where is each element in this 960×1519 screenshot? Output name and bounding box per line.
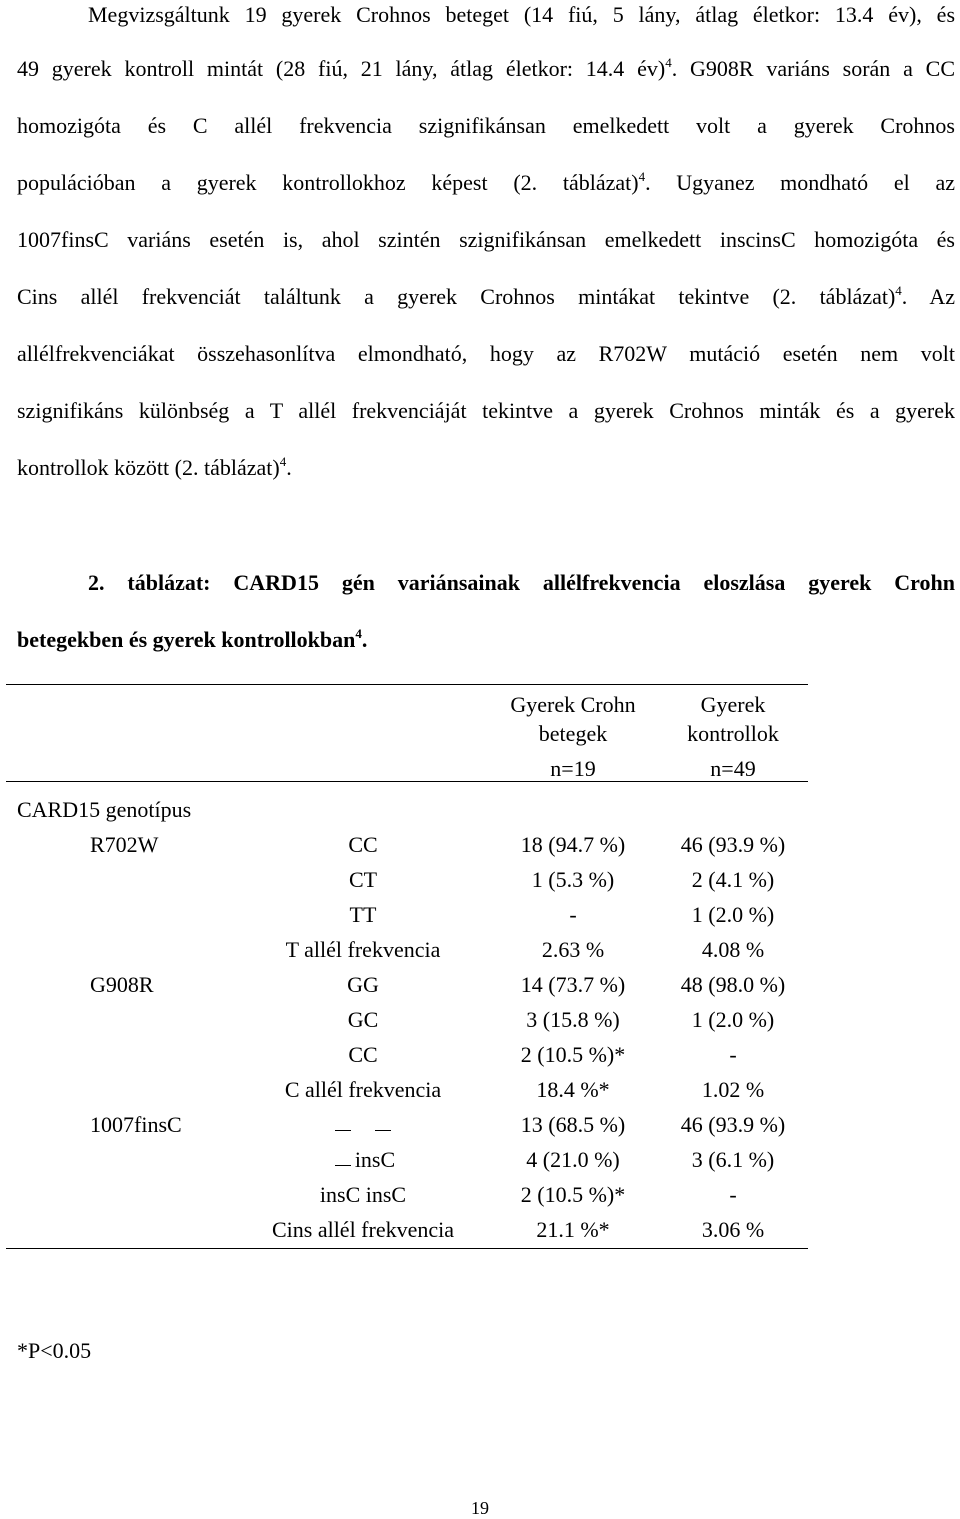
genotype-label: CC [348, 832, 378, 857]
row-genotype [253, 1217, 473, 1243]
genotype-label: GC [347, 1007, 379, 1032]
row-control-value: 1 (2.0 %) [691, 1007, 775, 1032]
row-control-value: 3.06 % [701, 1217, 765, 1242]
citation-superscript: 4 [355, 626, 362, 641]
row-control-value: 1.02 % [701, 1077, 765, 1102]
row-crohn-value: - [569, 902, 577, 927]
page-number: 19 [471, 1498, 489, 1518]
table-footnote: *P<0.05 [17, 1338, 92, 1363]
table-top-rule [6, 684, 808, 685]
row-crohn-value: 18.4 %* [536, 1077, 610, 1102]
row-genotype [253, 937, 473, 963]
citation-superscript: 4 [638, 169, 646, 184]
row-crohn-value: 3 (15.8 %) [526, 1007, 620, 1032]
row-gene-label: G908R [90, 972, 154, 997]
row-genotype [253, 1007, 473, 1033]
row-crohn-value: 1 (5.3 %) [531, 867, 615, 892]
genotype-label: insC insC [319, 1182, 407, 1207]
genotype-label: Cins allél frekvencia [271, 1217, 455, 1242]
row-crohn-value: 4 (21.0 %) [526, 1147, 620, 1172]
row-control-value: 46 (93.9 %) [680, 832, 786, 857]
wildtype-allele-dash [335, 1165, 351, 1166]
genotype-label: GG [347, 972, 379, 997]
column-header-control: Gyerek kontrollok [687, 692, 779, 746]
citation-superscript: 4 [895, 283, 902, 298]
genotype-label: TT [349, 902, 377, 927]
row-control-value: - [729, 1042, 737, 1067]
row-gene-label: 1007finsC [90, 1112, 182, 1137]
genotype-label: CC [348, 1042, 378, 1067]
row-crohn-value: 2 (10.5 %)* [520, 1182, 626, 1207]
caption-line: 2. táblázat: CARD15 gén variánsainak allélfrekvencia eloszlása gyerek Crohn [88, 570, 955, 595]
paragraph-line: szignifikáns különbség a T allél frekvenciáját tekintve a gyerek Crohnos minták és a gyerek [17, 398, 955, 423]
caption-line: betegekben és gyerek kontrollokban$^4$. [17, 626, 368, 652]
column-header-crohn-n: n=19 [550, 756, 596, 781]
table-bottom-rule [6, 1248, 808, 1249]
row-genotype [253, 832, 473, 858]
wildtype-allele-dash [375, 1130, 391, 1131]
row-genotype [253, 972, 473, 998]
row-gene-label: R702W [90, 832, 159, 857]
paragraph-line: kontrollok között (2. táblázat)$^4$. [17, 454, 292, 480]
column-header-crohn: Gyerek Crohn betegek [510, 692, 636, 746]
row-genotype [253, 867, 473, 893]
row-control-value: 3 (6.1 %) [691, 1147, 775, 1172]
row-crohn-value: 18 (94.7 %) [520, 832, 626, 857]
row-genotype [253, 1077, 473, 1103]
paragraph-line: homozigóta és C allél frekvencia szignifikánsan emelkedett volt a gyerek Crohnos [17, 113, 955, 138]
row-crohn-value: 14 (73.7 %) [520, 972, 626, 997]
paragraph-line: 49 gyerek kontroll mintát (28 fiú, 21 lány, átlag életkor: 14.4 év)$^4$. G908R variáns során a CC [17, 55, 955, 81]
row-control-value: 46 (93.9 %) [680, 1112, 786, 1137]
row-crohn-value: 21.1 %* [536, 1217, 610, 1242]
row-crohn-value: 2.63 % [541, 937, 605, 962]
genotype-label: C allél frekvencia [284, 1077, 442, 1102]
wildtype-allele-dash [335, 1130, 351, 1131]
row-genotype [253, 902, 473, 928]
genotype-label: CT [348, 867, 378, 892]
row-crohn-value: 2 (10.5 %)* [520, 1042, 626, 1067]
row-control-value: - [729, 1182, 737, 1207]
genotype-label: insC [354, 1147, 396, 1172]
row-genotype [253, 1112, 473, 1138]
citation-superscript: 4 [279, 454, 287, 469]
paragraph-line: 1007finsC variáns esetén is, ahol szintén szignifikánsan emelkedett inscinsC homozigóta és [17, 227, 955, 252]
row-genotype [253, 1147, 473, 1173]
row-genotype [253, 1042, 473, 1068]
paragraph-line: Cins allél frekvenciát találtunk a gyerek Crohnos mintákat tekintve (2. táblázat)$^4$. Az [17, 283, 955, 309]
row-control-value: 48 (98.0 %) [680, 972, 786, 997]
row-control-value: 4.08 % [701, 937, 765, 962]
table-section-label: CARD15 genotípus [17, 797, 192, 822]
paragraph-line: allélfrekvenciákat összehasonlítva elmondható, hogy az R702W mutáció esetén nem volt [17, 341, 955, 366]
paragraph-line: populációban a gyerek kontrollokhoz képest (2. táblázat)$^4$. Ugyanez mondható el az [17, 169, 955, 195]
genotype-label: T allél frekvencia [285, 937, 441, 962]
row-genotype [253, 1182, 473, 1208]
row-crohn-value: 13 (68.5 %) [520, 1112, 626, 1137]
citation-superscript: 4 [665, 55, 672, 70]
row-control-value: 1 (2.0 %) [691, 902, 775, 927]
table-header-rule [6, 781, 808, 782]
paragraph-line: Megvizsgáltunk 19 gyerek Crohnos beteget (14 fiú, 5 lány, átlag életkor: 13.4 év), és [88, 2, 955, 27]
column-header-control-n: n=49 [710, 756, 756, 781]
row-control-value: 2 (4.1 %) [691, 867, 775, 892]
